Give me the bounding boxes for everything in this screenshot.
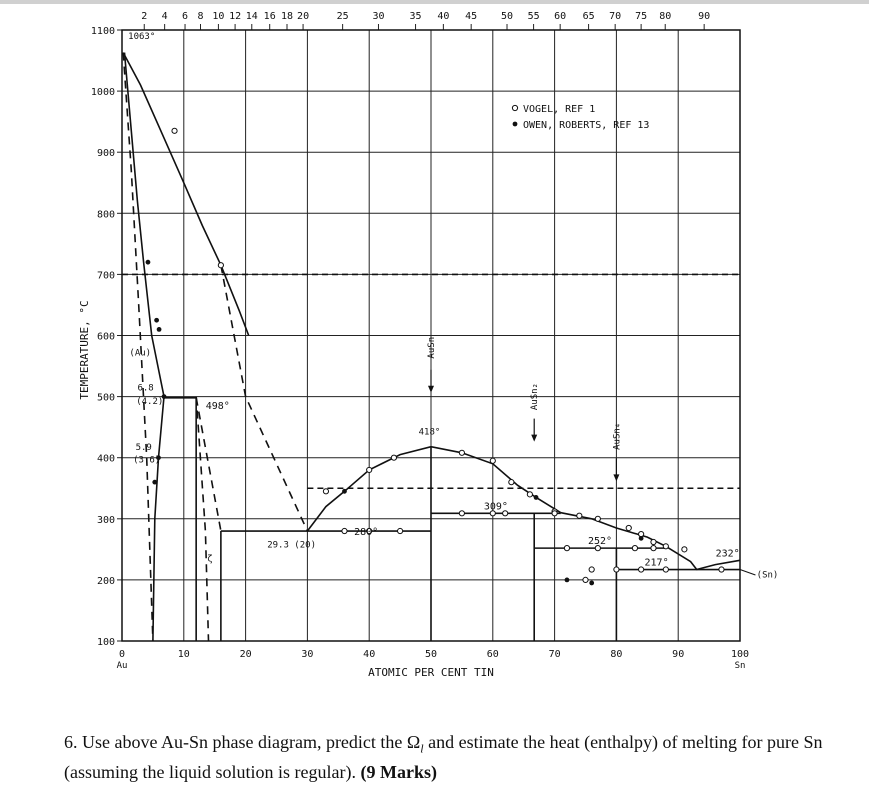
y-tick-label-100: 100 — [96, 637, 115, 648]
y-tick-label-400: 400 — [96, 453, 115, 465]
boundary-au-solidus-dashed — [123, 53, 153, 641]
isotherm-label-3: 252° — [587, 536, 613, 548]
filled-point-2 — [157, 327, 162, 332]
annotation-9: (Sn) — [756, 570, 779, 581]
x-tick-label-20: 20 — [239, 649, 252, 660]
open-point-21 — [459, 511, 464, 516]
x-tick-label-90: 90 — [672, 649, 685, 660]
top-tick-label-90: 90 — [698, 11, 711, 22]
top-tick-label-16: 16 — [263, 11, 276, 22]
y-tick-label-900: 900 — [96, 148, 115, 160]
x-tick-label-30: 30 — [301, 649, 314, 660]
x-tick-label-40: 40 — [363, 649, 376, 660]
top-tick-label-8: 8 — [197, 11, 204, 22]
open-point-28 — [651, 546, 656, 551]
filled-point-9 — [565, 578, 570, 583]
top-tick-label-50: 50 — [500, 11, 514, 22]
filled-point-10 — [589, 581, 594, 586]
sn-pointer-arrow — [740, 570, 755, 575]
x-tick-label-60: 60 — [486, 649, 499, 660]
y-tick-label-300: 300 — [96, 514, 115, 526]
open-point-27 — [632, 546, 637, 551]
labels — [78, 11, 778, 679]
top-tick-label-2: 2 — [141, 11, 148, 22]
phase-label-0: AuSn — [427, 336, 437, 359]
open-point-1 — [218, 263, 223, 268]
legend-filled-marker — [513, 122, 518, 127]
open-point-30 — [614, 567, 619, 572]
open-point-4 — [391, 455, 396, 460]
annotation-6: ζ — [207, 554, 213, 565]
open-point-3 — [367, 467, 372, 472]
open-point-8 — [527, 492, 532, 497]
x-tick-label-0: 0 — [118, 649, 126, 660]
open-point-6 — [490, 458, 495, 463]
y-tick-label-700: 700 — [96, 270, 115, 282]
top-tick-label-45: 45 — [465, 11, 478, 22]
phase-label-1: AuSn₂ — [530, 383, 541, 411]
open-point-12 — [626, 525, 631, 530]
top-tick-label-12: 12 — [229, 11, 242, 22]
top-tick-label-6: 6 — [182, 11, 189, 22]
open-point-31 — [639, 567, 644, 572]
y-tick-label-500: 500 — [96, 392, 115, 404]
phase-arrow-head-2 — [613, 474, 619, 481]
annotation-0: 1063° — [128, 32, 156, 43]
isotherm-label-5: 232° — [715, 548, 740, 560]
filled-point-5 — [152, 480, 157, 485]
annotation-1: (Au) — [129, 348, 152, 359]
isotherm-label-1: 280° — [354, 527, 379, 539]
annotation-8: 418° — [418, 427, 441, 438]
y-tick-label-200: 200 — [96, 575, 115, 587]
top-tick-label-35: 35 — [409, 11, 422, 22]
isotherm-label-2: 309° — [483, 501, 508, 513]
y-axis-label: TEMPERATURE, °C — [78, 300, 91, 400]
y-tick-label-1000: 1000 — [90, 87, 115, 99]
open-point-20 — [342, 528, 347, 533]
top-tick-label-10: 10 — [212, 11, 225, 22]
legend-entry-vogel: VOGEL, REF 1 — [523, 104, 596, 115]
top-tick-label-80: 80 — [659, 11, 672, 22]
filled-point-1 — [154, 318, 159, 323]
open-point-5 — [459, 450, 464, 455]
question-body: Use above Au-Sn phase diagram, predict the Ω — [82, 732, 421, 752]
top-tick-label-65: 65 — [582, 11, 595, 22]
open-point-10 — [577, 513, 582, 518]
top-tick-label-75: 75 — [635, 11, 648, 22]
omega-subscript: l — [420, 741, 424, 756]
top-tick-label-20: 20 — [297, 11, 310, 22]
top-tick-label-60: 60 — [554, 11, 567, 22]
top-tick-label-40: 40 — [437, 11, 450, 22]
annotation-4: 5.9 — [135, 442, 152, 453]
x-tick-label-100: 100 — [730, 649, 750, 660]
legend-entry-owen: OWEN, ROBERTS, REF 13 — [523, 120, 650, 131]
y-tick-label-800: 800 — [96, 209, 115, 221]
open-point-7 — [509, 480, 514, 485]
phase-boundaries — [123, 53, 755, 641]
open-point-11 — [595, 516, 600, 521]
legend-open-marker — [512, 105, 517, 110]
y-tick-label-600: 600 — [96, 331, 115, 343]
filled-point-0 — [146, 260, 151, 265]
phase-arrow-head-1 — [531, 435, 537, 442]
open-point-24 — [552, 511, 557, 516]
open-point-18 — [398, 528, 403, 533]
isotherm-label-0: 498° — [205, 400, 230, 412]
annotation-3: (4.2) — [136, 396, 164, 407]
phase-label-2: AuSn₄ — [612, 422, 623, 450]
open-point-17 — [583, 577, 588, 582]
open-point-0 — [172, 128, 177, 133]
boundary-zeta-right-dashed — [196, 398, 221, 531]
question-marks: (9 Marks) — [360, 761, 437, 782]
x-axis-label: ATOMIC PER CENT TIN — [368, 666, 494, 679]
top-tick-label-18: 18 — [280, 11, 294, 22]
annotation-2: 6.8 — [137, 383, 154, 394]
annotation-7: 29.3 (20) — [267, 540, 317, 551]
isotherm-label-4: 217° — [644, 557, 669, 569]
boundary-liquidus-dashed-to-eutectic — [221, 265, 308, 531]
x-tick-label-50: 50 — [424, 649, 438, 660]
phase-arrow-head-0 — [428, 386, 434, 393]
filled-point-8 — [639, 536, 644, 541]
top-tick-label-30: 30 — [372, 11, 385, 22]
open-point-15 — [663, 544, 668, 549]
x-tick-label-80: 80 — [610, 649, 623, 660]
boundary-liquidus-au-side — [123, 53, 249, 336]
open-point-14 — [651, 539, 656, 544]
x-tick-label-10: 10 — [177, 649, 190, 660]
filled-point-7 — [534, 495, 539, 500]
x-end-label-sn: Sn — [734, 661, 746, 671]
x-end-label-au: Au — [116, 661, 128, 671]
annotation-5: (3.6) — [133, 455, 161, 466]
open-point-25 — [564, 546, 569, 551]
question-body-cont: and estimate the heat (enthalpy) of melting for pure Sn (assuming the liquid solution is regular). — [64, 732, 823, 782]
x-tick-label-70: 70 — [548, 649, 561, 660]
top-tick-label-55: 55 — [527, 11, 540, 22]
open-point-13 — [639, 531, 644, 536]
top-tick-label-70: 70 — [609, 11, 622, 22]
open-point-29 — [589, 567, 594, 572]
top-tick-label-14: 14 — [245, 11, 258, 22]
y-tick-label-1100: 1100 — [90, 26, 115, 37]
question-number: 6. — [64, 732, 78, 752]
open-point-2 — [323, 489, 328, 494]
open-point-16 — [682, 547, 687, 552]
top-tick-label-25: 25 — [336, 11, 349, 22]
question-text — [64, 731, 844, 784]
filled-point-6 — [342, 489, 347, 494]
top-tick-label-4: 4 — [161, 11, 168, 22]
open-point-33 — [719, 567, 724, 572]
boundary-au-solvus-solid — [125, 53, 165, 641]
